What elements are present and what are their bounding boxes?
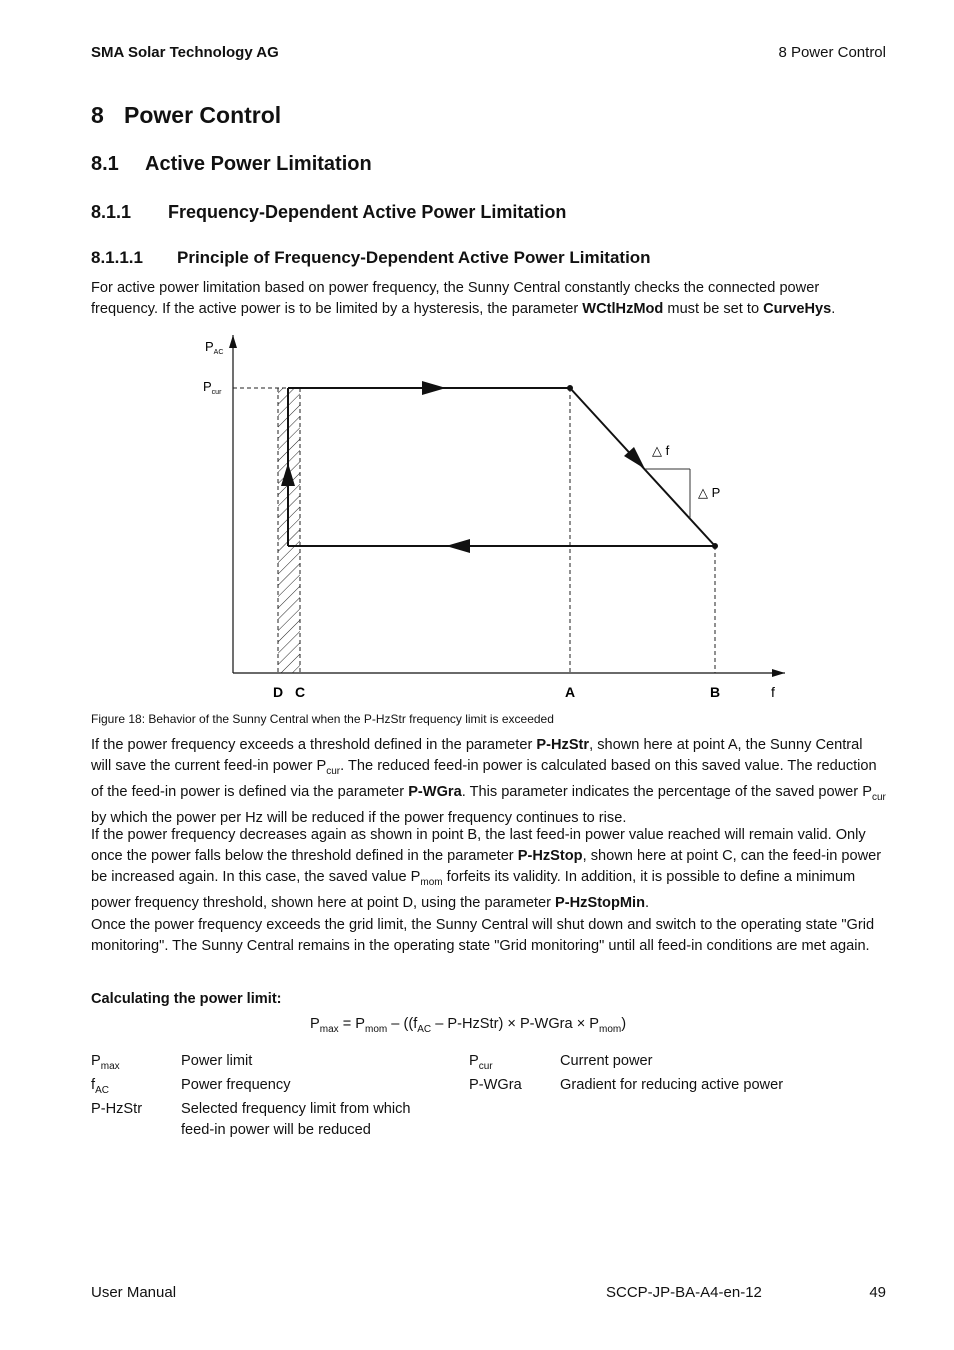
arrow-right-icon: [422, 381, 446, 395]
paragraph-3: Once the power frequency exceeds the grid limit, the Sunny Central will shut down and switch to the operating state "Grid monitoring". The Sunny Central remains in the operating state "Grid monitoring" until all feed-in conditions are met again.: [91, 917, 875, 954]
def-pcur-desc: Current power: [560, 1053, 653, 1069]
delta-p-label: △ P: [698, 485, 721, 500]
def-pmax-desc: Power limit: [181, 1053, 253, 1069]
paragraph-1: If the power frequency exceeds a threshold defined in the parameter P-HzStr, shown here at point A, the Sunny Central will save the current feed-in power $P_{cur}$. The reduced feed-in power is calculated based on this saved value. The reduction of the feed-in power is defined via the parameter P-WGra. This parameter indicates the percentage of the saved power $P_{cur}$ by which the power per Hz will be reduced if the power frequency continues to rise.: [91, 737, 886, 826]
heading-3-number: 8.1.1: [91, 202, 132, 222]
point-c-label: C: [295, 684, 306, 700]
footer-page-number: 49: [869, 1284, 886, 1301]
def-phzstr-term: P-HzStr: [91, 1101, 143, 1117]
heading-3: [91, 202, 566, 223]
point-b-label: B: [710, 684, 721, 700]
x-axis-label: f: [771, 684, 775, 700]
power-limit-formula: $P_{max} = P_{mom} - ((f_{AC}$ – P-HzStr) × P-WGra × $P_{mom}$): [310, 1016, 627, 1035]
def-phzstr-desc: Selected frequency limit from which feed-in power will be reduced: [181, 1101, 411, 1138]
def-pwgra-term: P-WGra: [469, 1077, 522, 1093]
header-section: 8 Power Control: [778, 44, 886, 61]
heading-1: [91, 102, 281, 129]
figure-caption: Figure 18: Behavior of the Sunny Central when the P-HzStr frequency limit is exceeded: [91, 712, 554, 726]
calc-title: Calculating the power limit:: [91, 991, 282, 1007]
def-pwgra-desc: Gradient for reducing active power: [560, 1077, 784, 1093]
def-fac-desc: Power frequency: [181, 1077, 291, 1093]
heading-4-text: Principle of Frequency-Dependent Active Power Limitation: [177, 248, 651, 267]
paragraph-2: If the power frequency decreases again as shown in point B, the last feed-in power value reached will remain valid. Only once the power falls below the threshold defined in the parameter P-HzStop, shown here at point C, can the feed-in power be increased again. In this case, the saved value $P_{mom}$ forfeits its validity. In addition, it is possible to define a minimum power frequency threshold, shown here at point D, using the parameter P-HzStopMin.: [91, 827, 882, 911]
heading-4: [91, 248, 651, 268]
y-axis-arrow-icon: [229, 335, 237, 348]
footer-manual: User Manual: [91, 1284, 177, 1301]
hysteresis-diagram: [200, 335, 800, 707]
def-pcur-term: $P_{cur}$: [469, 1053, 493, 1072]
heading-2-number: 8.1: [91, 153, 119, 175]
y-axis-label: $P_{AC}$: [205, 339, 224, 356]
pcur-label: $P_{cur}$: [203, 379, 222, 396]
heading-2-text: Active Power Limitation: [145, 153, 372, 175]
def-pmax-term: $P_{max}$: [91, 1053, 120, 1072]
footer-doc-id: SCCP-JP-BA-A4-en-12: [606, 1284, 762, 1301]
heading-1-number: 8: [91, 102, 104, 128]
point-d-label: D: [273, 684, 284, 700]
heading-4-number: 8.1.1.1: [91, 248, 143, 267]
heading-1-text: Power Control: [124, 102, 282, 128]
heading-3-text: Frequency-Dependent Active Power Limitation: [168, 202, 567, 222]
heading-2: [91, 153, 372, 176]
x-axis-arrow-icon: [772, 669, 785, 677]
arrow-left-icon: [446, 539, 470, 553]
point-b-marker: [712, 543, 718, 549]
def-fac-term: $f_{AC}$: [91, 1077, 109, 1096]
point-a-marker: [567, 385, 573, 391]
intro-paragraph: For active power limitation based on power frequency, the Sunny Central constantly checks the connected power frequency. If the active power is to be limited by a hysteresis, the parameter WCtlHzMod must be set to CurveHys.: [91, 280, 836, 317]
delta-f-label: △ f: [652, 443, 670, 458]
header-company: SMA Solar Technology AG: [91, 44, 279, 61]
point-a-label: A: [565, 684, 576, 700]
